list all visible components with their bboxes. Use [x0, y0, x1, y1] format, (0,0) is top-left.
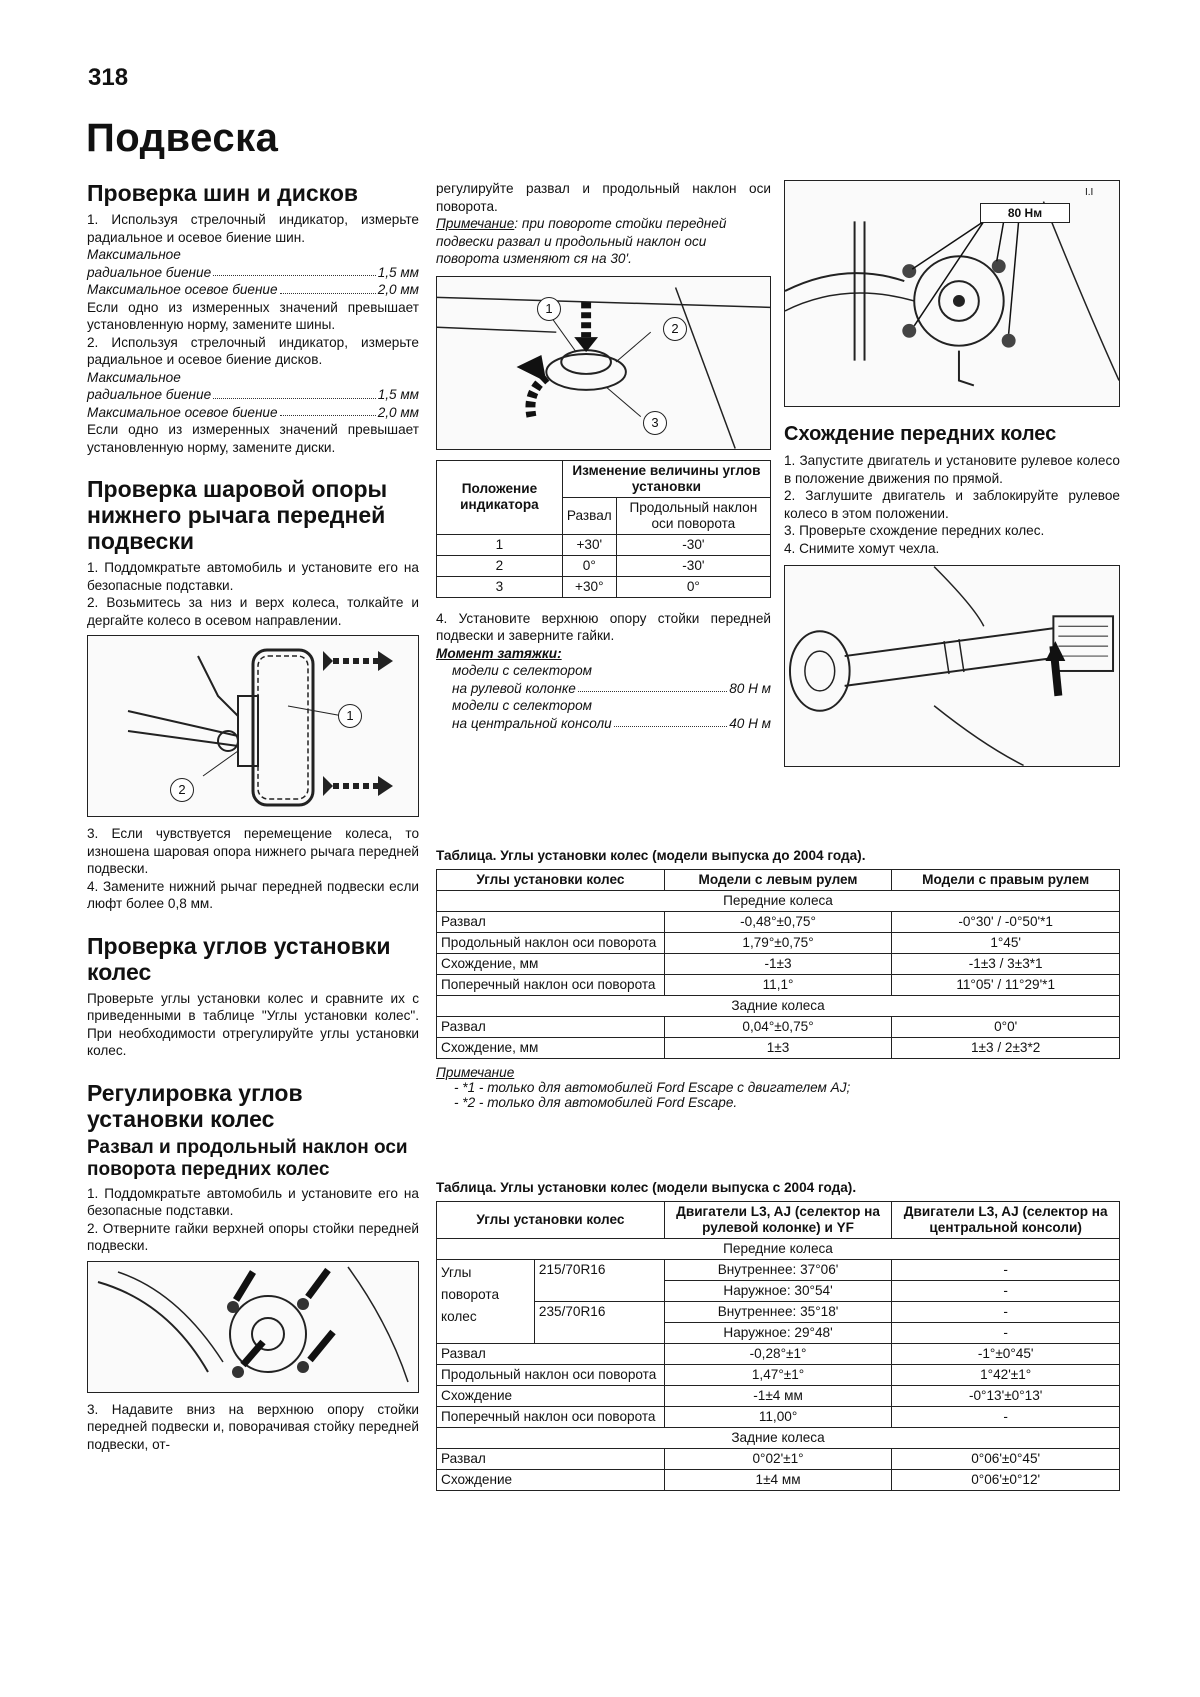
strut-nuts-illustration [88, 1262, 418, 1392]
torque-line: модели с селектором [452, 698, 592, 713]
table-row: Углы поворота колес 215/70R16 Внутреннее: 37°06' - [437, 1260, 1120, 1281]
page-title: Подвеска [86, 116, 279, 160]
paragraph: Проверьте углы установки колес и сравните их с приведенными в таблице "Углы установки колес". При необходимости отрегулируйте углы установки колес. [87, 990, 419, 1058]
th-console-selector: Двигатели L3, AJ (селектор на центральной консоли) [892, 1202, 1120, 1239]
callout-1: 1 [537, 297, 561, 321]
section-title-alignment-check: Проверка углов установки колес [87, 932, 391, 985]
column-right [784, 180, 1120, 767]
callout-2: 2 [170, 778, 194, 802]
torque-callout: 80 Нм [980, 203, 1070, 223]
table-row: Поперечный наклон оси поворота 11,1° 11°05' / 11°29'*1 [437, 975, 1120, 996]
table-row: Развал -0,48°±0,75° -0°30' / -0°50'*1 [437, 912, 1120, 933]
turn-angle-label: Углы поворота колес [437, 1260, 535, 1344]
spec-row: радиальное биение 1,5 мм [87, 264, 419, 280]
th-rhd: Модели с правым рулем [892, 870, 1120, 891]
table-row: Развал -0,28°±1° -1°±0°45' [437, 1344, 1120, 1365]
table1-note-1: - *1 - только для автомобилей Ford Escape с двигателем AJ; [454, 1080, 851, 1095]
paragraph: 4. Замените нижний рычаг передней подвески если люфт более 0,8 мм. [87, 878, 419, 911]
callout-1: 1 [338, 704, 362, 728]
paragraph: Если одно из измеренных значений превышает установленную норму, замените диски. [87, 422, 419, 455]
th-change: Изменение величины углов установки [562, 460, 770, 497]
column-left [87, 180, 419, 1453]
table1-caption: Таблица. Углы установки колес (модели выпуска до 2004 года). [436, 848, 866, 863]
figure-strut-rotation [436, 276, 771, 450]
spec-row: Максимальное осевое биение 2,0 мм [87, 404, 419, 420]
figure-wheel-check [87, 635, 419, 817]
torque-row: на рулевой колонке 80 Н м [452, 680, 771, 696]
note: Примечание: при повороте стойки передней подвески развал и продольный наклон оси поворота изменяют ся на 30'. [436, 216, 727, 266]
table1-note-2: - *2 - только для автомобилей Ford Escape. [454, 1095, 738, 1110]
table-row: Наружное: 30°54' - [437, 1281, 1120, 1302]
wheel-check-illustration [88, 636, 418, 816]
th-lhd: Модели с левым рулем [664, 870, 892, 891]
table-row: Наружное: 29°48' - [437, 1323, 1120, 1344]
figure-corner-mark: І.І [1085, 187, 1094, 198]
table2-block [436, 1180, 1120, 1491]
figure-top-mount [784, 180, 1120, 407]
table-row: Схождение 1±4 мм 0°06'±0°12' [437, 1470, 1120, 1491]
callout-2: 2 [663, 317, 687, 341]
table-row: Схождение -1±4 мм -0°13'±0°13' [437, 1386, 1120, 1407]
th-position: Положение индикатора [437, 460, 563, 534]
table-row: 235/70R16 Внутреннее: 35°18' - [437, 1302, 1120, 1323]
spec-row: радиальное биение 1,5 мм [87, 387, 419, 402]
table-section-rear: Задние колеса [437, 996, 1120, 1017]
paragraph: 1. Используя стрелочный индикатор, измерьте радиальное и осевое биение шин. [87, 212, 419, 245]
spec-head: Максимальное [87, 369, 181, 385]
torque-label: Момент затяжки: [436, 645, 562, 661]
table-row: Продольный наклон оси поворота 1,47°±1° 1°42'±1° [437, 1365, 1120, 1386]
section-title-ball-joint: Проверка шаровой опоры нижнего рычага передней подвески [87, 476, 388, 554]
spec-row: Максимальное осевое биение 2,0 мм [87, 282, 419, 297]
callout-3: 3 [643, 411, 667, 435]
table1-note-label: Примечание [436, 1065, 515, 1080]
paragraph: 4. Установите верхнюю опору стойки передней подвески и заверните гайки. [436, 610, 771, 643]
torque-row: на центральной консоли 40 Н м [452, 715, 771, 731]
th-column-selector: Двигатели L3, AJ (селектор на рулевой колонке) и YF [664, 1202, 892, 1239]
section-title-alignment-adjust: Регулировка углов установки колес [87, 1079, 303, 1132]
paragraph: 4. Снимите хомут чехла. [784, 540, 940, 556]
table1-block [436, 848, 1120, 1110]
paragraph: Если одно из измеренных значений превышает установленную норму, замените шины. [87, 299, 419, 332]
table-row: Развал 0°02'±1° 0°06'±0°45' [437, 1449, 1120, 1470]
page-number: 318 [88, 64, 129, 91]
boot-clamp-illustration [785, 566, 1119, 766]
alignment-table-2004 [436, 1201, 1120, 1491]
paragraph: 1. Поддомкратьте автомобиль и установите его на безопасные подставки. [87, 560, 419, 593]
table-row: Схождение, мм 1±3 1±3 / 2±3*2 [437, 1038, 1120, 1059]
table-row: 2 0° -30' [437, 555, 771, 576]
paragraph: регулируйте развал и продольный наклон оси поворота. [436, 181, 771, 214]
tire-size: 215/70R16 [534, 1260, 664, 1302]
paragraph: 1. Запустите двигатель и установите рулевое колесо в положение движения по прямой. [784, 453, 1120, 486]
section-title-tires: Проверка шин и дисков [87, 180, 359, 206]
paragraph: 2. Возьмитесь за низ и верх колеса, толкайте и дергайте колесо в осевом направлении. [87, 595, 419, 628]
paragraph: 3. Если чувствуется перемещение колеса, то изношена шаровая опора нижнего рычага передней подвески. [87, 826, 419, 876]
table-section-front: Передние колеса [437, 1239, 1120, 1260]
table-row: Поперечный наклон оси поворота 11,00° - [437, 1407, 1120, 1428]
th-parameter: Углы установки колес [437, 1202, 665, 1239]
strut-rotation-illustration [437, 277, 770, 449]
subsection-title: Развал и продольный наклон оси поворота передних колес [87, 1136, 408, 1180]
table2-caption: Таблица. Углы установки колес (модели выпуска с 2004 года). [436, 1180, 857, 1195]
alignment-table-pre-2004 [436, 869, 1120, 1059]
table-section-front: Передние колеса [437, 891, 1120, 912]
figure-boot-clamp [784, 565, 1120, 767]
tire-size: 235/70R16 [534, 1302, 664, 1344]
table-row: Продольный наклон оси поворота 1,79°±0,75° 1°45' [437, 933, 1120, 954]
column-middle [436, 180, 771, 732]
spec-head: Максимальное [87, 247, 181, 262]
table-row: 1 +30' -30' [437, 534, 771, 555]
torque-line: модели с селектором [452, 663, 592, 678]
table-row: 3 +30° 0° [437, 576, 771, 597]
indicator-table [436, 460, 771, 598]
figure-strut-nuts [87, 1261, 419, 1393]
paragraph: 2. Отверните гайки верхней опоры стойки передней подвески. [87, 1220, 419, 1253]
th-parameter: Углы установки колес [437, 870, 665, 891]
table-row: Развал 0,04°±0,75° 0°0' [437, 1017, 1120, 1038]
paragraph: 2. Заглушите двигатель и заблокируйте рулевое колесо в этом положении. [784, 488, 1120, 521]
paragraph: 1. Поддомкратьте автомобиль и установите его на безопасные подставки. [87, 1185, 419, 1218]
paragraph: 3. Проверьте схождение передних колес. [784, 523, 1045, 538]
th-camber: Развал [562, 497, 616, 534]
table-section-rear: Задние колеса [437, 1428, 1120, 1449]
paragraph: 3. Надавите вниз на верхнюю опору стойки передней подвески и, поворачивая стойку передней подвески, от- [87, 1401, 419, 1452]
th-caster: Продольный наклон оси поворота [616, 497, 770, 534]
table-row: Схождение, мм -1±3 -1±3 / 3±3*1 [437, 954, 1120, 975]
section-title-toe: Схождение передних колес [784, 423, 1057, 445]
paragraph: 2. Используя стрелочный индикатор, измерьте радиальное и осевое биение дисков. [87, 334, 419, 367]
